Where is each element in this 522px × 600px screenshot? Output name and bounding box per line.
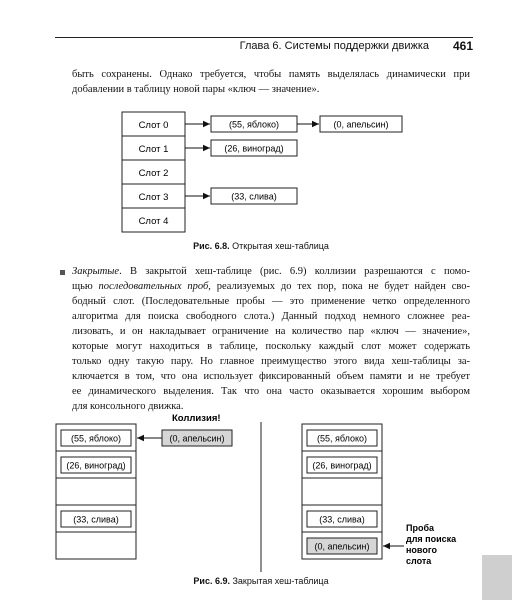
slot-label: Слот 4 bbox=[138, 216, 169, 227]
probe-label-line: Проба bbox=[406, 523, 435, 533]
left-table bbox=[56, 424, 136, 559]
paragraph-line: для консольного движка. bbox=[72, 401, 184, 412]
caption-label: Рис. 6.8. bbox=[193, 241, 230, 251]
table-slot bbox=[56, 532, 136, 559]
slot-label: Слот 1 bbox=[138, 144, 169, 155]
probe-label-line: для поиска bbox=[406, 534, 457, 544]
table-slot bbox=[56, 478, 136, 505]
chain-node-label: (55, яблоко) bbox=[228, 119, 280, 130]
entry-label: (33, слива) bbox=[319, 514, 365, 525]
paragraph-line: которые могут находиться в таблице, поскольку каждый слот может содержать bbox=[72, 341, 470, 352]
probe-label-line: слота bbox=[406, 556, 432, 566]
table-slot bbox=[302, 478, 382, 505]
entry-label: (33, слива) bbox=[73, 514, 119, 525]
paragraph-line: алгоритма для поиска свободного слота.) Данный подход немного сложнее реа- bbox=[72, 311, 470, 322]
slot-label: Слот 2 bbox=[138, 168, 169, 179]
entry-label: (55, яблоко) bbox=[70, 433, 122, 444]
paragraph-line: ее динамического выделения. Так что она часто оказывается хорошим выбором bbox=[72, 386, 470, 397]
page-edge-tab bbox=[482, 555, 512, 600]
entry-label: (26, виноград) bbox=[66, 460, 126, 471]
paragraph-line bbox=[72, 264, 470, 279]
running-title: Глава 6. Системы поддержки движка bbox=[239, 40, 429, 52]
chain-node-label: (26, виноград) bbox=[224, 143, 284, 154]
incoming-entry-label: (0, апельсин) bbox=[169, 433, 225, 444]
paragraph-line: быть сохранены. Однако требуется, чтобы память выделялась динамически при bbox=[72, 69, 470, 80]
paragraph-line: добавлении в таблицу новой пары «ключ — значение». bbox=[72, 84, 320, 95]
probe-label bbox=[406, 523, 457, 566]
probed-entry-label: (0, апельсин) bbox=[314, 541, 370, 552]
slot-column bbox=[122, 112, 185, 232]
term-suffix: . bbox=[119, 266, 122, 277]
figure-closed-hash-table bbox=[0, 400, 522, 600]
chain-node-label: (0, апельсин) bbox=[333, 119, 389, 130]
paragraph-closed-hash bbox=[72, 264, 470, 414]
line-text: В закрытой хеш-таблице (рис. 6.9) коллизии разрешаются с помо- bbox=[129, 266, 471, 277]
slot-label: Слот 0 bbox=[138, 120, 169, 131]
line-text: щью bbox=[72, 281, 99, 292]
caption-text: Открытая хеш-таблица bbox=[232, 241, 329, 251]
page-number: 461 bbox=[452, 39, 473, 53]
figure-open-hash-table bbox=[0, 0, 522, 260]
right-table bbox=[302, 424, 382, 559]
slot-label: Слот 3 bbox=[138, 192, 169, 203]
paragraph-line: лизовать, и он накладывает ограничение на количество пар «ключ — значение», bbox=[72, 326, 470, 337]
collision-label: Коллизия! bbox=[172, 413, 221, 424]
paragraph-line: только одну такую пару. Но главное преимущество этого вида хеш-таблицы за- bbox=[72, 356, 470, 367]
paragraph-line: бодный слот. (Последовательные пробы — это применение четко определенного bbox=[72, 296, 470, 307]
probe-label-line: нового bbox=[406, 545, 437, 555]
entry-label: (55, яблоко) bbox=[316, 433, 368, 444]
paragraph-line: ключается в том, что она использует фиксированный объем памяти и не требует bbox=[72, 371, 470, 382]
chain-node-label: (33, слива) bbox=[231, 191, 277, 202]
caption-label: Рис. 6.9. bbox=[193, 576, 230, 586]
paragraph-line bbox=[72, 279, 470, 294]
caption-text: Закрытая хеш-таблица bbox=[232, 576, 329, 586]
line-text: , реализуемых до тех пор, пока не будет найден сво- bbox=[208, 281, 470, 292]
term-closed: Закрытые bbox=[72, 266, 120, 277]
entry-label: (26, виноград) bbox=[312, 460, 372, 471]
bullet-marker bbox=[60, 270, 65, 275]
figure-caption bbox=[150, 241, 372, 251]
figure-caption bbox=[150, 576, 372, 586]
term-sequential-probing: последовательных проб bbox=[98, 281, 209, 292]
